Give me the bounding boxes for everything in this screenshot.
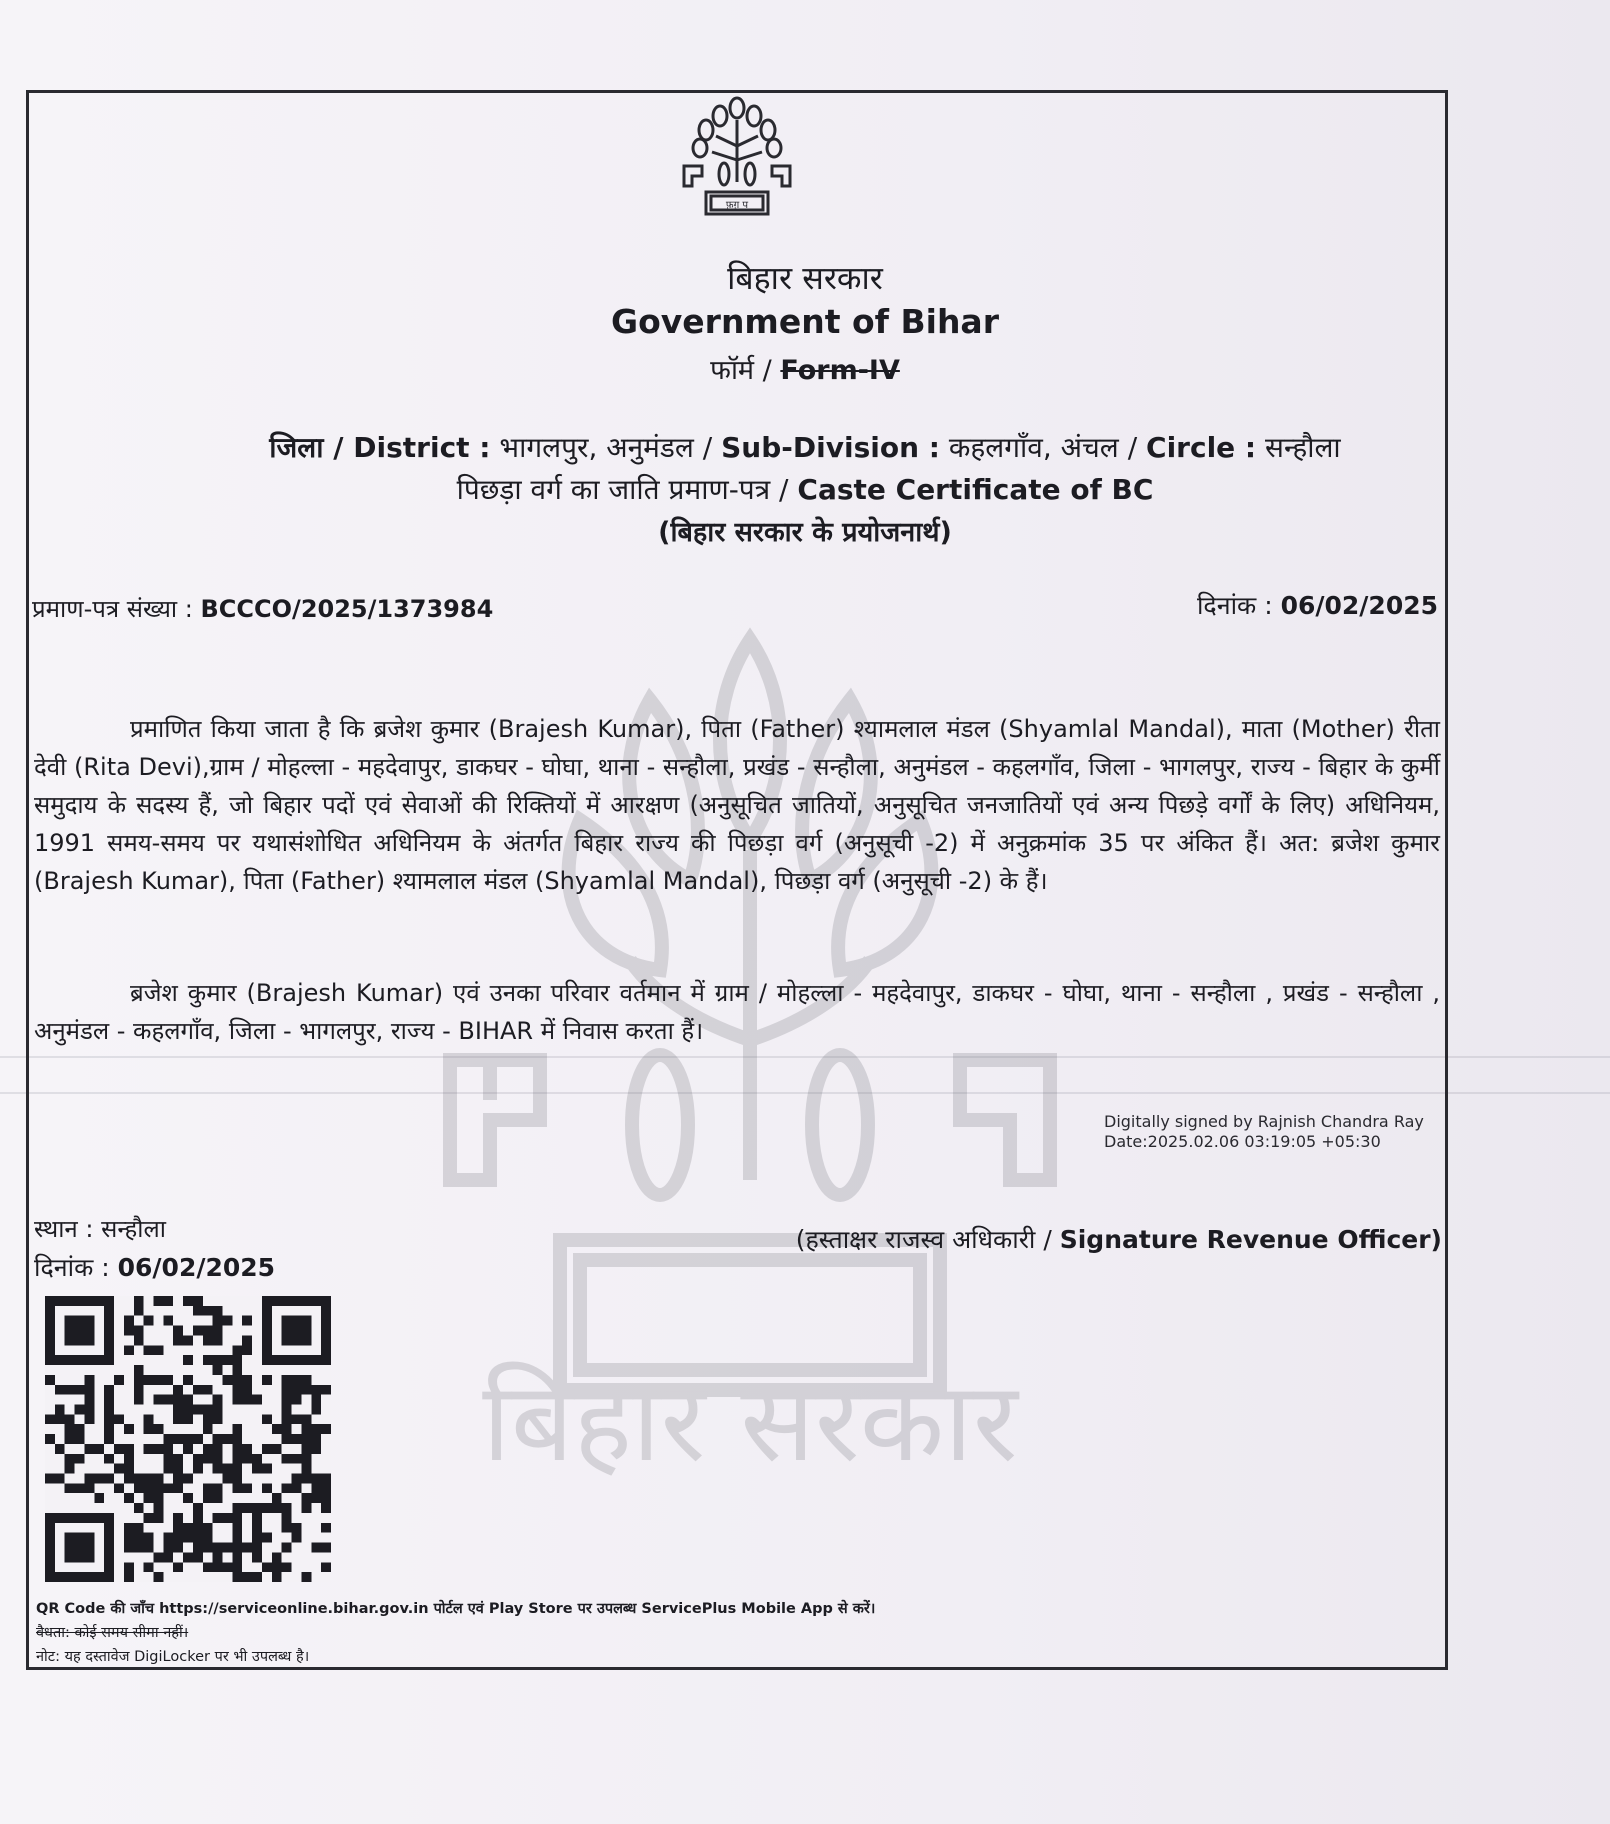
certificate-number [32,592,493,625]
validity-note: वैधता: कोई समय सीमा नहीं। [36,1625,189,1641]
certificate-paragraph-2: ब्रजेश कुमार (Brajesh Kumar) एवं उनका परिवार वर्तमान में ग्राम / मोहल्ला - महदेवापुर, डाकघर - घोघा, थाना - सन्हौला , प्रखंड - सन्हौला , अनुमंडल - कहलगाँव, जिला - भागलपुर, राज्य - BIHAR में निवास करता हैं। [34,979,1440,1045]
signature-officer-english: Signature Revenue Officer) [1059,1225,1442,1254]
title-hindi: बिहार सरकार [727,259,883,297]
digital-signature-signer: Digitally signed by Rajnish Chandra Ray [1104,1112,1424,1131]
form-label-english: Form-IV [780,355,900,386]
subdivision-label: Sub-Division : [721,431,940,464]
certificate-number-label: प्रमाण-पत्र संख्या : [32,595,193,623]
circle-label: Circle : [1146,431,1257,464]
digital-signature-date: Date:2025.02.06 03:19:05 +05:30 [1104,1132,1381,1151]
emblem-seal-text: फ़ग़ प [725,200,749,211]
issue-date-label: दिनांक : [34,1253,110,1282]
certificate-title-english: Caste Certificate of BC [797,473,1154,506]
certificate-purpose: (बिहार सरकार के प्रयोजनार्थ) [658,517,952,548]
district-value: भागलपुर, अनुमंडल / [499,431,713,464]
certificate-title-hindi: पिछड़ा वर्ग का जाति प्रमाण-पत्र / [456,473,789,506]
certificate-date [1100,588,1438,622]
digital-signature [1104,1112,1424,1152]
issue-place-label: स्थान : [34,1215,94,1243]
issue-place [34,1212,166,1245]
certificate-number-value: BCCCO/2025/1373984 [200,595,494,623]
issue-date-value: 06/02/2025 [117,1253,276,1282]
signature-officer [780,1222,1442,1256]
certificate-date-value: 06/02/2025 [1280,591,1438,620]
digilocker-note: नोट: यह दस्तावेज DigiLocker पर भी उपलब्ध है। [36,1649,310,1665]
certificate-paragraph-1: प्रमाणित किया जाता है कि ब्रजेश कुमार (Brajesh Kumar), पिता (Father) श्यामलाल मंडल (Shyamlal Mandal), माता (Mother) रीता देवी (Rita Devi),ग्राम / मोहल्ला - महदेवापुर, डाकघर - घोघा, थाना - सन्हौला, प्रखंड - सन्हौला, अनुमंडल - कहलगाँव, जिला - भागलपुर, राज्य - बिहार के कुर्मी समुदाय के सदस्य हैं, जो बिहार पदों एवं सेवाओं की रिक्तियों में आरक्षण (अनुसूचित जातियों, अनुसूचित जनजातियों एवं अन्य पिछड़े वर्गों के लिए) अधिनियम, 1991 समय-समय पर यथासंशोधित अधिनियम के अंतर्गत बिहार राज्य की पिछड़ा वर्ग (अनुसूची -2) में अनुक्रमांक 35 पर अंकित हैं। अत: ब्रजेश कुमार (Brajesh Kumar), पिता (Father) श्यामलाल मंडल (Shyamlal Mandal), पिछड़ा वर्ग (अनुसूची -2) के हैं। [34,715,1440,895]
watermark-text: बिहार सरकार [482,1358,1018,1480]
district-label: जिला / District : [269,431,491,464]
title-english: Government of Bihar [611,302,999,341]
jurisdiction-line [0,428,1610,466]
qr-verification-note: QR Code की जाँच https://serviceonline.bihar.gov.in पोर्टल एवं Play Store पर उपलब्ध ServicePlus Mobile App से करें। [36,1601,876,1617]
circle-value: सन्हौला [1265,431,1341,464]
issue-date [34,1250,275,1284]
issue-place-value: सन्हौला [101,1215,166,1243]
certificate-title [0,470,1610,508]
certificate-date-label: दिनांक : [1196,591,1273,620]
form-label [0,350,1610,387]
subdivision-value: कहलगाँव, अंचल / [948,431,1138,464]
qr-code-icon [44,1296,332,1582]
signature-officer-hindi: (हस्ताक्षर राजस्व अधिकारी / [795,1225,1052,1254]
form-label-hindi: फॉर्म / [710,355,772,386]
